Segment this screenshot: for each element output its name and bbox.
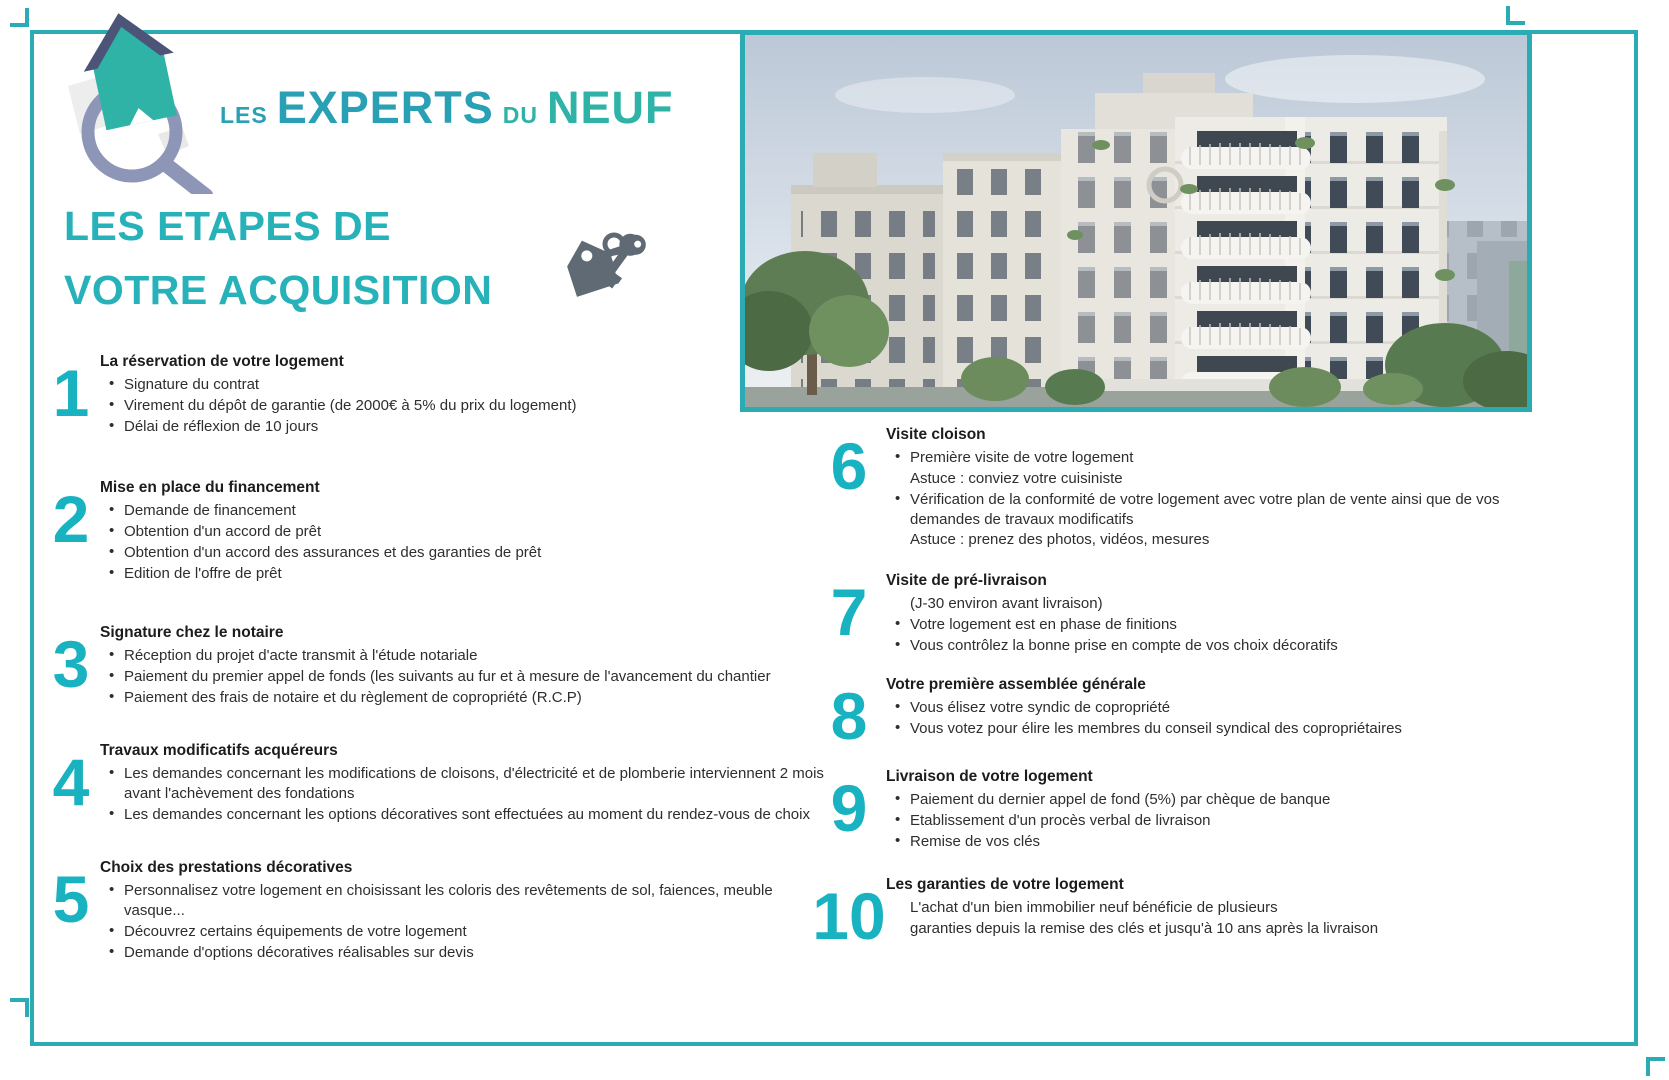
step-bullet-item: • Obtention d'un accord de prêt	[100, 522, 832, 542]
step-bullet-item: • Personnalisez votre logement en choisissant les coloris des revêtements de sol, faiences, meuble vasque...	[100, 881, 832, 921]
step-bullet-item: • Les demandes concernant les options décoratives sont effectuées au moment du rendez-vous de choix	[100, 805, 832, 825]
step-bullet-item: • Vous votez pour élire les membres du conseil syndical des copropriétaires	[886, 719, 1502, 739]
page-title-line2: VOTRE ACQUISITION	[64, 267, 493, 313]
step-9	[812, 767, 1502, 853]
step-lines	[886, 594, 1502, 655]
step-heading: Signature chez le notaire	[100, 624, 284, 641]
step-bullet-item: • Paiement du dernier appel de fond (5%) par chèque de banque	[886, 790, 1502, 810]
step-note: Astuce : prenez des photos, vidéos, mesures	[910, 531, 1210, 549]
step-note: (J-30 environ avant livraison)	[910, 595, 1103, 613]
step-8	[812, 675, 1502, 753]
logo-word-experts: EXPERTS	[276, 82, 494, 133]
step-bullet-item: • Edition de l'offre de prêt	[100, 564, 832, 584]
step-bullet-item: • Paiement du premier appel de fonds (les suivants au fur et à mesure de l'avancement du chantier	[100, 667, 832, 687]
step-number: 2	[52, 482, 90, 556]
step-heading: Visite cloison	[886, 426, 986, 443]
step-heading: Mise en place du financement	[100, 479, 320, 496]
step-bullet-item: • Délai de réflexion de 10 jours	[100, 417, 832, 437]
step-number: 4	[52, 745, 90, 819]
step-heading: Choix des prestations décoratives	[100, 859, 353, 876]
step-bullet-item: • Votre logement est en phase de finitions	[886, 615, 1502, 635]
step-number: 10	[812, 879, 886, 953]
step-bullet-item: • Demande de financement	[100, 501, 832, 521]
step-number: 5	[52, 862, 90, 936]
step-number: 9	[830, 771, 868, 845]
step-7	[812, 571, 1502, 657]
step-bullet-item: • Remise de vos clés	[886, 832, 1502, 852]
step-6	[812, 425, 1502, 551]
step-bullet-item: • Obtention d'un accord des assurances et des garanties de prêt	[100, 543, 832, 563]
step-bullet-item: • Etablissement d'un procès verbal de livraison	[886, 811, 1502, 831]
step-heading: Votre première assemblée générale	[886, 676, 1146, 693]
step-heading: Livraison de votre logement	[886, 768, 1093, 785]
step-content	[886, 675, 1502, 740]
step-bullet-item: • Paiement des frais de notaire et du règlement de copropriété (R.C.P)	[100, 688, 832, 708]
step-bullet-item: • Vous élisez votre syndic de copropriété	[886, 698, 1502, 718]
step-heading: Les garanties de votre logement	[886, 876, 1124, 893]
step-content	[886, 425, 1502, 551]
step-note: garanties depuis la remise des clés et jusqu'à 10 ans après la livraison	[910, 919, 1379, 937]
step-note: L'achat d'un bien immobilier neuf bénéficie de plusieurs	[910, 899, 1278, 917]
page-title-line1: LES ETAPES DE	[64, 203, 391, 249]
step-content	[886, 571, 1502, 657]
step-number: 3	[52, 627, 90, 701]
step-content	[886, 767, 1502, 853]
step-bullet-item: • Réception du projet d'acte transmit à l'étude notariale	[100, 646, 832, 666]
step-content	[886, 875, 1502, 940]
step-note: Astuce : conviez votre cuisiniste	[910, 469, 1123, 487]
step-heading: Travaux modificatifs acquéreurs	[100, 742, 338, 759]
step-lines	[886, 698, 1502, 739]
step-bullet-item: • Première visite de votre logement	[886, 448, 1502, 468]
step-lines	[886, 448, 1502, 550]
step-bullet-item: • Découvrez certains équipements de votre logement	[100, 922, 832, 942]
step-bullet-item: • Signature du contrat	[100, 375, 832, 395]
step-bullet-item: • Demande d'options décoratives réalisables sur devis	[100, 943, 832, 963]
step-bullet-item: • Vous contrôlez la bonne prise en compte de vos choix décoratifs	[886, 636, 1502, 656]
step-lines	[886, 898, 1502, 939]
step-number: 8	[830, 679, 868, 753]
step-number: 1	[52, 356, 90, 430]
logo-word-du: DU	[502, 102, 539, 128]
step-10	[812, 875, 1502, 953]
step-bullet-item: • Vérification de la conformité de votre logement avec votre plan de vente ainsi que de vos demandes de travaux modificatifs	[886, 490, 1502, 530]
step-bullet-item: • Les demandes concernant les modifications de cloisons, d'électricité et de plomberie interviennent 2 mois avant l'achèvement des fondations	[100, 764, 832, 804]
step-heading: Visite de pré-livraison	[886, 572, 1047, 589]
step-lines	[886, 790, 1502, 851]
logo-word-les: LES	[220, 102, 268, 128]
step-number: 6	[830, 429, 868, 503]
step-number: 7	[830, 575, 868, 649]
logo-word-neuf: NEUF	[547, 82, 674, 133]
step-heading: La réservation de votre logement	[100, 353, 344, 370]
step-bullet-item: • Virement du dépôt de garantie (de 2000€ à 5% du prix du logement)	[100, 396, 832, 416]
